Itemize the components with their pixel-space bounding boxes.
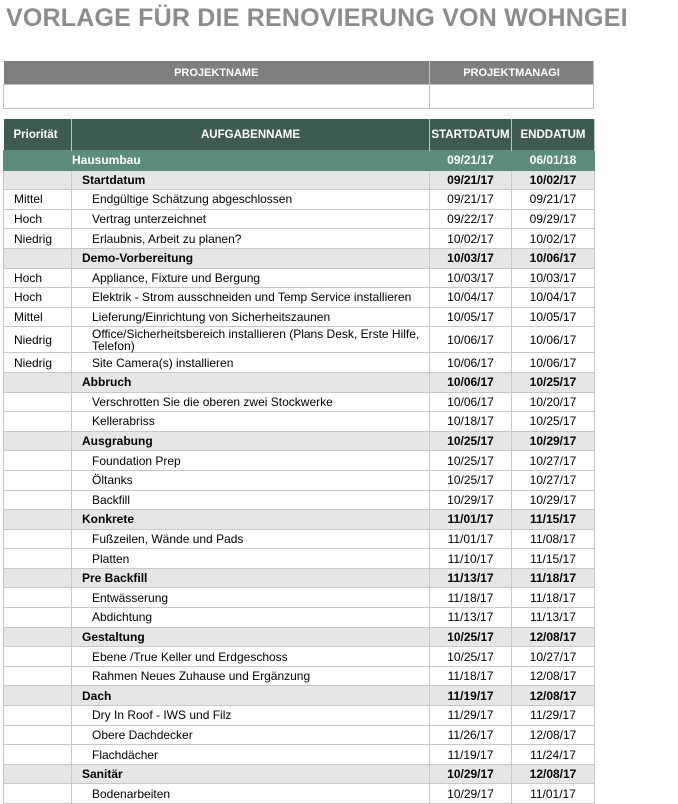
end-date-cell[interactable]: 12/08/17 (512, 764, 595, 784)
end-date-cell[interactable]: 09/29/17 (512, 209, 595, 229)
end-date-cell[interactable]: 10/29/17 (512, 490, 595, 510)
end-date-cell[interactable]: 06/01/18 (512, 151, 595, 171)
end-date-cell[interactable]: 10/27/17 (512, 451, 595, 471)
task-name-cell[interactable]: Demo-Vorbereitung (72, 248, 430, 268)
priority-cell[interactable] (4, 170, 72, 190)
priority-cell[interactable] (4, 490, 72, 510)
project-manager-header: PROJEKTMANAGI (430, 61, 594, 85)
end-date-cell[interactable]: 12/08/17 (512, 686, 595, 706)
task-name-cell[interactable]: Rahmen Neues Zuhause und Ergänzung (72, 666, 430, 686)
end-date-cell[interactable]: 10/02/17 (512, 229, 595, 249)
group-row (4, 627, 595, 647)
end-date-cell[interactable]: 11/24/17 (512, 745, 595, 765)
priority-cell[interactable] (4, 549, 72, 569)
start-date-cell[interactable]: 09/21/17 (430, 170, 512, 190)
task-name-cell[interactable]: Abdichtung (72, 608, 430, 628)
project-info-table (3, 61, 594, 109)
project-manager-cell[interactable] (430, 85, 594, 109)
start-date-cell[interactable]: 11/19/17 (430, 686, 512, 706)
task-name-cell[interactable]: Erlaubnis, Arbeit zu planen? (72, 229, 430, 249)
end-date-cell[interactable]: 11/15/17 (512, 510, 595, 530)
task-name-cell[interactable]: Startdatum (72, 170, 430, 190)
task-name-cell[interactable]: Pre Backfill (72, 568, 430, 588)
priority-cell[interactable] (4, 784, 72, 804)
task-row (4, 190, 595, 210)
priority-cell[interactable] (4, 588, 72, 608)
task-row (4, 229, 595, 249)
priority-cell[interactable] (4, 686, 72, 706)
task-name-cell[interactable]: Dry In Roof - IWS und Filz (72, 706, 430, 726)
task-row (4, 608, 595, 628)
task-row (4, 706, 595, 726)
task-name-cell[interactable]: Site Camera(s) installieren (72, 353, 430, 373)
task-name-cell[interactable]: Foundation Prep (72, 451, 430, 471)
priority-cell[interactable] (4, 568, 72, 588)
task-name-cell[interactable]: Endgültige Schätzung abgeschlossen (72, 190, 430, 210)
task-name-header: AUFGABENNAME (72, 119, 430, 151)
start-date-cell[interactable]: 11/10/17 (430, 549, 512, 569)
start-date-cell[interactable]: 10/06/17 (430, 392, 512, 412)
task-row (4, 784, 595, 804)
task-name-cell[interactable]: Lieferung/Einrichtung von Sicherheitszaunen (72, 307, 430, 327)
priority-cell[interactable] (4, 725, 72, 745)
end-date-cell[interactable]: 12/08/17 (512, 725, 595, 745)
group-row (4, 510, 595, 530)
task-row (4, 745, 595, 765)
task-name-cell[interactable]: Entwässerung (72, 588, 430, 608)
end-date-cell[interactable]: 10/02/17 (512, 170, 595, 190)
start-date-cell[interactable]: 09/21/17 (430, 190, 512, 210)
priority-cell[interactable] (4, 647, 72, 667)
summary-row (4, 151, 595, 171)
task-row (4, 588, 595, 608)
end-date-cell[interactable]: 10/20/17 (512, 392, 595, 412)
task-name-cell[interactable]: Vertrag unterzeichnet (72, 209, 430, 229)
task-row (4, 307, 595, 327)
start-date-cell[interactable]: 09/21/17 (430, 151, 512, 171)
end-date-cell[interactable]: 10/06/17 (512, 248, 595, 268)
priority-cell[interactable]: Hoch (4, 288, 72, 308)
task-row (4, 529, 595, 549)
end-date-cell[interactable]: 10/04/17 (512, 288, 595, 308)
priority-cell[interactable] (4, 627, 72, 647)
task-name-cell[interactable]: Obere Dachdecker (72, 725, 430, 745)
group-row (4, 248, 595, 268)
priority-cell[interactable]: Niedrig (4, 353, 72, 373)
priority-cell[interactable]: Hoch (4, 209, 72, 229)
priority-cell[interactable] (4, 470, 72, 490)
task-name-cell[interactable]: Dach (72, 686, 430, 706)
task-row (4, 647, 595, 667)
end-date-cell[interactable]: 10/27/17 (512, 470, 595, 490)
priority-cell[interactable]: Niedrig (4, 327, 72, 353)
start-date-cell[interactable]: 10/03/17 (430, 248, 512, 268)
task-name-cell[interactable]: Platten (72, 549, 430, 569)
start-date-cell[interactable]: 10/25/17 (430, 451, 512, 471)
priority-cell[interactable] (4, 412, 72, 432)
start-date-cell[interactable]: 10/29/17 (430, 784, 512, 804)
start-date-cell[interactable]: 10/06/17 (430, 327, 512, 353)
end-date-cell[interactable]: 11/08/17 (512, 529, 595, 549)
task-name-cell[interactable]: Kellerabriss (72, 412, 430, 432)
priority-cell[interactable]: Mittel (4, 190, 72, 210)
task-row (4, 288, 595, 308)
start-date-cell[interactable]: 10/25/17 (430, 470, 512, 490)
group-row (4, 431, 595, 451)
priority-cell[interactable] (4, 510, 72, 530)
group-row (4, 170, 595, 190)
start-date-cell[interactable]: 10/29/17 (430, 764, 512, 784)
start-date-cell[interactable]: 09/22/17 (430, 209, 512, 229)
priority-cell[interactable] (4, 745, 72, 765)
end-date-cell[interactable]: 10/27/17 (512, 647, 595, 667)
start-date-cell[interactable]: 10/25/17 (430, 431, 512, 451)
group-row (4, 372, 595, 392)
task-row (4, 412, 595, 432)
task-name-cell[interactable]: Gestaltung (72, 627, 430, 647)
task-name-cell[interactable]: Flachdächer (72, 745, 430, 765)
priority-cell[interactable]: Mittel (4, 307, 72, 327)
task-name-cell[interactable]: Konkrete (72, 510, 430, 530)
start-date-cell[interactable]: 11/18/17 (430, 666, 512, 686)
end-date-cell[interactable]: 10/29/17 (512, 431, 595, 451)
task-row (4, 470, 595, 490)
priority-cell[interactable] (4, 529, 72, 549)
end-date-cell[interactable]: 11/01/17 (512, 784, 595, 804)
task-row (4, 353, 595, 373)
project-name-cell[interactable] (4, 85, 430, 109)
task-table (3, 119, 595, 804)
start-date-cell[interactable]: 11/01/17 (430, 529, 512, 549)
end-date-cell[interactable]: 10/25/17 (512, 412, 595, 432)
task-name-cell[interactable]: Appliance, Fixture und Bergung (72, 268, 430, 288)
task-name-cell[interactable]: Öltanks (72, 470, 430, 490)
priority-cell[interactable] (4, 764, 72, 784)
start-date-cell[interactable]: 10/18/17 (430, 412, 512, 432)
start-date-cell[interactable]: 11/18/17 (430, 588, 512, 608)
task-row (4, 490, 595, 510)
end-date-cell[interactable]: 11/18/17 (512, 568, 595, 588)
start-date-cell[interactable]: 10/25/17 (430, 647, 512, 667)
page-title: VORLAGE FÜR DIE RENOVIERUNG VON WOHNGEI (6, 4, 628, 32)
task-name-cell[interactable]: Verschrotten Sie die oberen zwei Stockwerke (72, 392, 430, 412)
task-row (4, 392, 595, 412)
task-row (4, 666, 595, 686)
end-date-cell[interactable]: 10/05/17 (512, 307, 595, 327)
task-name-cell[interactable]: Hausumbau (72, 151, 430, 171)
start-date-cell[interactable]: 10/06/17 (430, 353, 512, 373)
start-date-cell[interactable]: 11/13/17 (430, 608, 512, 628)
start-date-cell[interactable]: 11/26/17 (430, 725, 512, 745)
end-date-cell[interactable]: 10/25/17 (512, 372, 595, 392)
priority-cell[interactable] (4, 248, 72, 268)
task-name-cell[interactable]: Ebene /True Keller und Erdgeschoss (72, 647, 430, 667)
end-date-cell[interactable]: 11/29/17 (512, 706, 595, 726)
task-table-body (4, 151, 595, 804)
priority-cell[interactable] (4, 372, 72, 392)
end-date-cell[interactable]: 12/08/17 (512, 666, 595, 686)
task-name-cell[interactable]: Backfill (72, 490, 430, 510)
priority-cell[interactable] (4, 392, 72, 412)
task-row (4, 725, 595, 745)
priority-cell[interactable] (4, 451, 72, 471)
task-name-cell[interactable]: Office/Sicherheitsbereich installieren (Plans Desk, Erste Hilfe, Telefon) (72, 327, 430, 353)
start-date-cell[interactable]: 10/02/17 (430, 229, 512, 249)
start-date-header: STARTDATUM (430, 119, 512, 151)
end-date-cell[interactable]: 09/21/17 (512, 190, 595, 210)
group-row (4, 568, 595, 588)
start-date-cell[interactable]: 11/19/17 (430, 745, 512, 765)
end-date-cell[interactable]: 10/06/17 (512, 327, 595, 353)
task-name-cell[interactable]: Fußzeilen, Wände und Pads (72, 529, 430, 549)
task-name-cell[interactable]: Abbruch (72, 372, 430, 392)
priority-cell[interactable] (4, 431, 72, 451)
priority-cell[interactable] (4, 151, 72, 171)
end-date-cell[interactable]: 12/08/17 (512, 627, 595, 647)
start-date-cell[interactable]: 10/06/17 (430, 372, 512, 392)
priority-cell[interactable] (4, 706, 72, 726)
group-row (4, 686, 595, 706)
start-date-cell[interactable]: 10/05/17 (430, 307, 512, 327)
start-date-cell[interactable]: 11/13/17 (430, 568, 512, 588)
task-row (4, 268, 595, 288)
task-name-cell[interactable]: Bodenarbeiten (72, 784, 430, 804)
end-date-cell[interactable]: 11/13/17 (512, 608, 595, 628)
group-row (4, 764, 595, 784)
start-date-cell[interactable]: 10/04/17 (430, 288, 512, 308)
start-date-cell[interactable]: 11/29/17 (430, 706, 512, 726)
end-date-header: ENDDATUM (512, 119, 595, 151)
end-date-cell[interactable]: 10/03/17 (512, 268, 595, 288)
priority-cell[interactable]: Hoch (4, 268, 72, 288)
start-date-cell[interactable]: 11/01/17 (430, 510, 512, 530)
start-date-cell[interactable]: 10/29/17 (430, 490, 512, 510)
project-name-header: PROJEKTNAME (4, 61, 430, 85)
start-date-cell[interactable]: 10/25/17 (430, 627, 512, 647)
end-date-cell[interactable]: 11/15/17 (512, 549, 595, 569)
task-row (4, 549, 595, 569)
start-date-cell[interactable]: 10/03/17 (430, 268, 512, 288)
priority-header: Priorität (4, 119, 72, 151)
task-name-cell[interactable]: Ausgrabung (72, 431, 430, 451)
task-name-cell[interactable]: Sanitär (72, 764, 430, 784)
task-row (4, 327, 595, 353)
task-row (4, 209, 595, 229)
task-name-cell[interactable]: Elektrik - Strom ausschneiden und Temp Service installieren (72, 288, 430, 308)
end-date-cell[interactable]: 10/06/17 (512, 353, 595, 373)
task-row (4, 451, 595, 471)
end-date-cell[interactable]: 11/18/17 (512, 588, 595, 608)
priority-cell[interactable]: Niedrig (4, 229, 72, 249)
priority-cell[interactable] (4, 666, 72, 686)
priority-cell[interactable] (4, 608, 72, 628)
